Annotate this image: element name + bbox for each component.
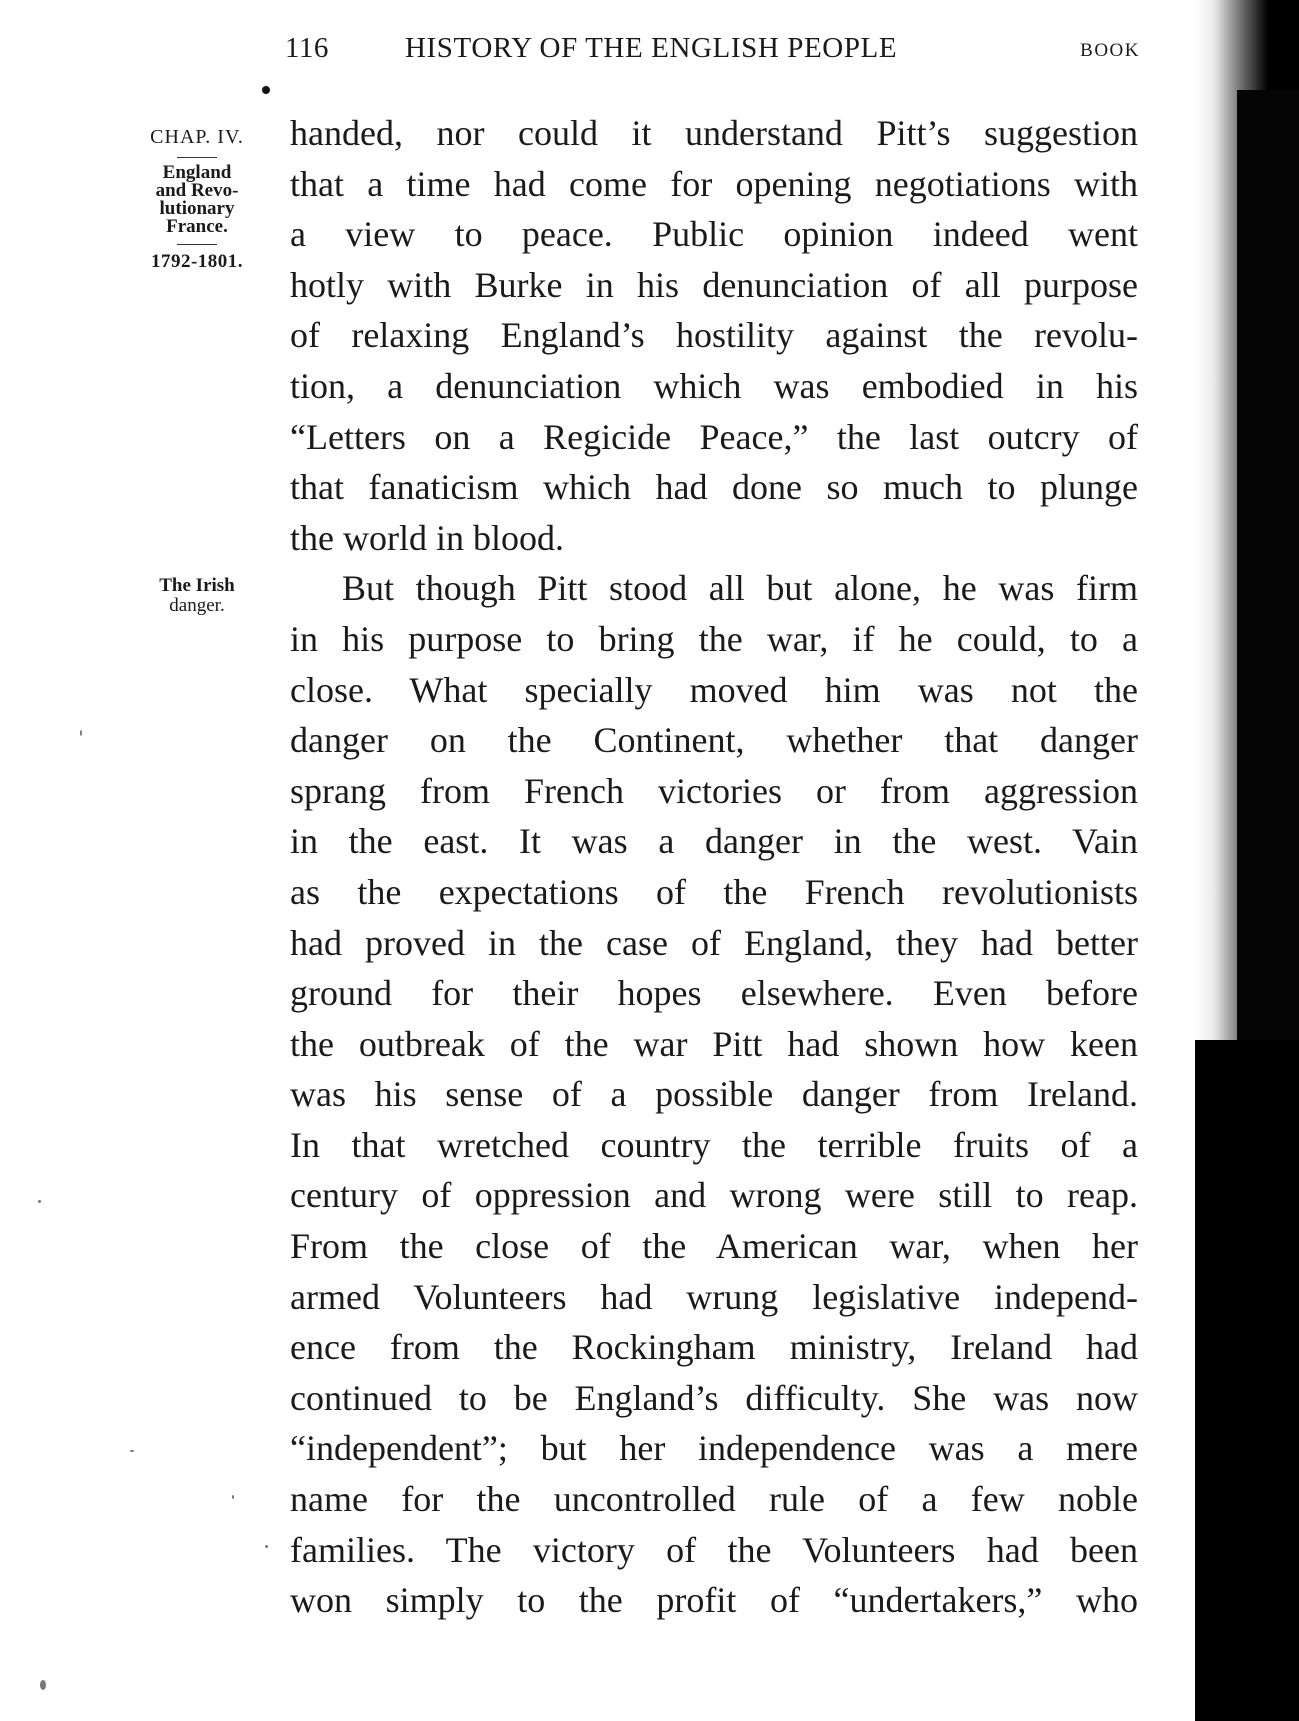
topic-line: France. — [166, 216, 228, 237]
book-label: BOOK — [1080, 40, 1140, 61]
text-line: tion, a denunciation which was embodied in his — [290, 365, 1138, 406]
section-note-line: The Irish — [159, 575, 235, 596]
scan-speck — [80, 730, 82, 736]
scan-speck — [38, 1200, 41, 1203]
text-line: In that wretched country the terrible fruits of a — [290, 1124, 1138, 1165]
text-line: as the expectations of the French revolutionists — [290, 871, 1138, 912]
running-title: HISTORY OF THE ENGLISH PEOPLE — [405, 32, 898, 64]
text-line: won simply to the profit of “undertakers,” who — [290, 1580, 1138, 1621]
text-line: the outbreak of the war Pitt had shown how keen — [290, 1023, 1138, 1064]
margin-notes — [128, 120, 266, 273]
text-line: close. What specially moved him was not the — [290, 669, 1138, 710]
topic-line: and Revo- — [155, 180, 239, 201]
scan-speck — [130, 1450, 134, 1452]
text-line: families. The victory of the Volunteers had been — [290, 1529, 1138, 1570]
text-line: continued to be England’s difficulty. She was now — [290, 1377, 1138, 1418]
text-line: in his purpose to bring the war, if he could, to a — [290, 618, 1138, 659]
edge-dark-band — [1237, 90, 1299, 1040]
text-line: From the close of the American war, when her — [290, 1226, 1138, 1267]
text-line: that a time had come for opening negotiations with — [290, 163, 1138, 204]
text-line: ground for their hopes elsewhere. Even before — [290, 973, 1138, 1014]
text-line: ence from the Rockingham ministry, Ireland had — [290, 1327, 1138, 1368]
running-header — [285, 32, 1140, 72]
chapter-label: CHAP. IV. — [150, 126, 244, 148]
text-line: had proved in the case of England, they had better — [290, 922, 1138, 963]
text-line: “independent”; but her independence was a mere — [290, 1428, 1138, 1469]
text-line: name for the uncontrolled rule of a few noble — [290, 1479, 1138, 1520]
topic-line: lutionary — [159, 198, 235, 219]
scan-speck — [265, 1545, 268, 1548]
text-line: in the east. It was a danger in the west. Vain — [290, 821, 1138, 862]
text-line: the world in blood. — [290, 517, 564, 558]
text-line: But though Pitt stood all but alone, he was firm — [342, 568, 1138, 609]
page-number: 116 — [285, 32, 329, 64]
edge-black-band — [1195, 1040, 1299, 1721]
scan-speck — [232, 1495, 234, 1499]
text-line: that fanaticism which had done so much to plunge — [290, 467, 1138, 508]
section-note-line: danger. — [169, 595, 225, 616]
text-line: danger on the Continent, whether that danger — [290, 720, 1138, 761]
topic-line: England — [162, 162, 232, 183]
divider — [177, 157, 217, 158]
date-range: 1792-1801. — [150, 251, 244, 272]
text-line: hotly with Burke in his denunciation of all purpose — [290, 264, 1138, 305]
text-line: sprang from French victories or from aggression — [290, 770, 1138, 811]
divider — [177, 244, 217, 245]
scan-speck — [40, 1680, 46, 1690]
topic-note — [128, 164, 266, 236]
text-line: a view to peace. Public opinion indeed went — [290, 214, 1138, 255]
text-line: of relaxing England’s hostility against the revolu- — [290, 315, 1138, 356]
body-text — [290, 108, 1138, 1626]
printer-dot — [262, 86, 270, 94]
text-line: century of oppression and wrong were still to reap. — [290, 1175, 1138, 1216]
page-edge-shadow — [1195, 0, 1299, 1721]
text-line: handed, nor could it understand Pitt’s suggestion — [290, 113, 1138, 153]
text-line: was his sense of a possible danger from Ireland. — [290, 1074, 1138, 1115]
text-line: “Letters on a Regicide Peace,” the last outcry of — [290, 416, 1138, 457]
text-line: armed Volunteers had wrung legislative independ- — [290, 1276, 1138, 1317]
section-note — [128, 576, 266, 616]
